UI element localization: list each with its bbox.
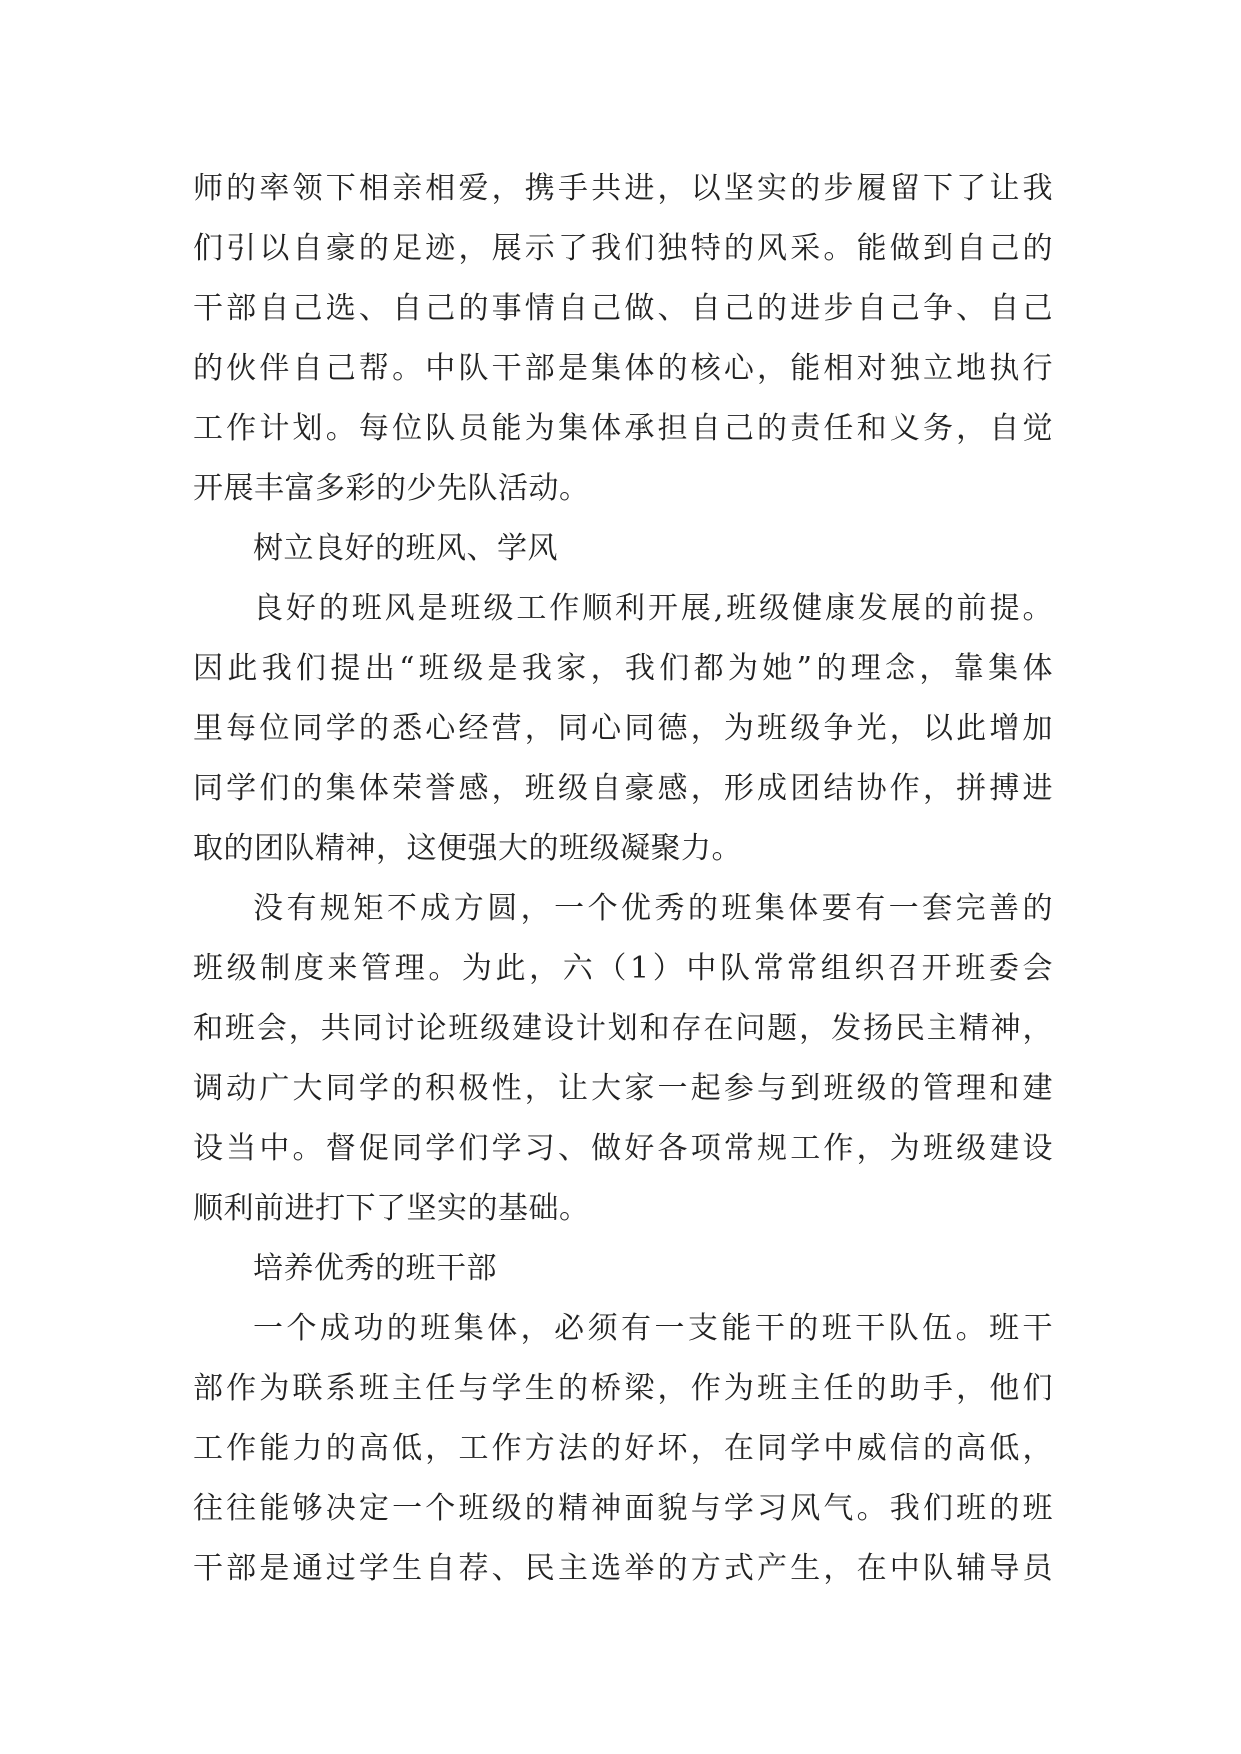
paragraph-line: 没有规矩不成方圆，一个优秀的班集体要有一套完善的 [253, 891, 1053, 926]
paragraph-line: 因此我们提出“班级是我家，我们都为她”的理念，靠集体 [193, 651, 1053, 686]
paragraph-line: 顺利前进打下了坚实的基础。 [193, 1191, 590, 1226]
paragraph-line: 工作能力的高低，工作方法的好坏，在同学中威信的高低， [193, 1431, 1053, 1466]
paragraph-line: 班级制度来管理。为此，六（1）中队常常组织召开班委会 [193, 951, 1053, 986]
paragraph-line: 设当中。督促同学们学习、做好各项常规工作，为班级建设 [193, 1131, 1053, 1166]
paragraph-line: 的伙伴自己帮。中队干部是集体的核心，能相对独立地执行 [193, 351, 1053, 386]
paragraph-line: 和班会，共同讨论班级建设计划和存在问题，发扬民主精神， [193, 1011, 1053, 1046]
paragraph-line: 干部自己选、自己的事情自己做、自己的进步自己争、自己 [193, 291, 1053, 326]
paragraph-line: 工作计划。每位队员能为集体承担自己的责任和义务，自觉 [193, 411, 1053, 446]
paragraph-line: 同学们的集体荣誉感，班级自豪感，形成团结协作，拼搏进 [193, 771, 1053, 806]
paragraph-line: 一个成功的班集体，必须有一支能干的班干队伍。班干 [253, 1311, 1053, 1346]
paragraph-line: 部作为联系班主任与学生的桥梁，作为班主任的助手，他们 [193, 1371, 1053, 1406]
paragraph-line: 良好的班风是班级工作顺利开展,班级健康发展的前提。 [253, 591, 1053, 626]
paragraph-line: 师的率领下相亲相爱，携手共进，以坚实的步履留下了让我 [193, 171, 1053, 206]
section-heading: 树立良好的班风、学风 [253, 531, 558, 566]
paragraph-line: 干部是通过学生自荐、民主选举的方式产生，在中队辅导员 [193, 1551, 1053, 1586]
paragraph-line: 开展丰富多彩的少先队活动。 [193, 471, 590, 506]
paragraph-line: 里每位同学的悉心经营，同心同德，为班级争光，以此增加 [193, 711, 1053, 746]
paragraph-line: 往往能够决定一个班级的精神面貌与学习风气。我们班的班 [193, 1491, 1053, 1526]
paragraph-line: 们引以自豪的足迹，展示了我们独特的风采。能做到自己的 [193, 231, 1053, 266]
paragraph-line: 调动广大同学的积极性，让大家一起参与到班级的管理和建 [193, 1071, 1053, 1106]
paragraph-line: 取的团队精神，这便强大的班级凝聚力。 [193, 831, 742, 866]
section-heading: 培养优秀的班干部 [253, 1251, 497, 1286]
document-body [193, 159, 1053, 1599]
